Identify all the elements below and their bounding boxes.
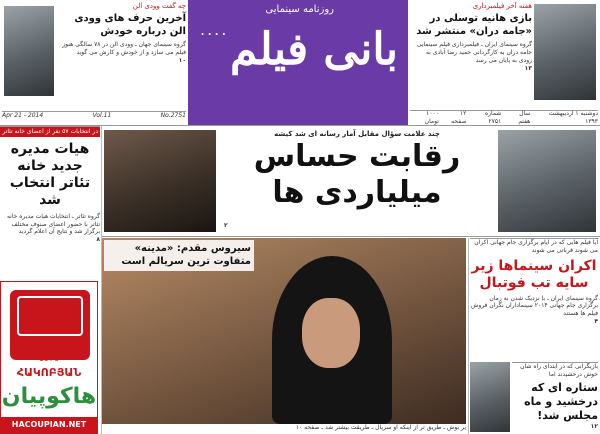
dateline-price: ۱۰۰۰ تومان — [424, 109, 439, 125]
bottom-right-page: ۱۲ — [590, 422, 598, 430]
dateline-issue: شماره ۲۷۵۱ — [484, 109, 502, 125]
dateline-number: No.2751 — [160, 112, 186, 119]
lead-story-page: ۲ — [224, 222, 228, 229]
feature-face — [302, 298, 360, 368]
lead-story-headline-line2: میلیاردی ها — [272, 175, 442, 211]
dateline-latin-date: Apr 21 - 2014 — [2, 112, 44, 119]
right-story-headline: اکران سینماها زیر سایه تب فوتبال — [471, 257, 597, 291]
masthead — [188, 0, 408, 125]
story-top-left — [58, 2, 186, 108]
story-top-right-headline: بازی هانیه توسلی در «جامه دران» منتشر شد — [416, 13, 532, 37]
feature-title — [104, 240, 254, 271]
lead-story-headline-line1: رقابت حساس — [253, 139, 461, 175]
feature-kicker: سیروس مقدم: «مدینه» — [134, 243, 251, 254]
woody-allen-photo — [4, 6, 54, 96]
lead-story — [218, 130, 496, 234]
story-top-left-kicker: چه گفت وودی الن — [132, 2, 186, 10]
hacoupian-ad[interactable] — [0, 281, 98, 434]
dateline-persian — [410, 110, 598, 124]
bottom-right-story — [512, 362, 598, 434]
bottom-right-headline: ستاره ای که درخشید و ماه مجلس شد! — [524, 380, 598, 422]
bottom-right-kicker: بازیگرانی که در ابتدای راه شان خوش درخشیدند اما — [520, 363, 598, 378]
hanieh-tavasoli-photo — [534, 4, 596, 100]
left-column-body: گروه تئاتر ـ انتخابات هیات مدیره خانه تئاتر با حضور اعضای صنوف مختلف برگزار شد و نتایج آن اعلام گردید — [6, 212, 100, 236]
bottom-right-photo — [470, 362, 510, 432]
right-story — [470, 238, 598, 360]
dateline-pages: ۱۲ صفحه — [451, 109, 467, 125]
story-top-right-body: گروه سینمای ایران ـ فیلمبرداری فیلم سینمایی جامه دران به کارگردانی حمید رضا آبادی به زودی به پایان می رسد — [416, 41, 532, 65]
right-story-kicker: آیا فیلم هایی که در ایام برگزاری جام جهانی اکران می شوند قربانی می شوند — [474, 239, 598, 254]
masthead-rule — [0, 125, 600, 126]
hacoupian-armenian: ՀԱԿՈԲՅԱՆ — [16, 366, 82, 379]
lead-right-portrait — [498, 130, 596, 232]
lead-story-kicker: چند علامت سؤال مقابل آمار رسانه ای شد کیشه — [274, 130, 440, 138]
right-story-body: گروه سینمای ایران ـ با نزدیک شدن به زمان برگزاری جام جهانی ۲۰۱۴ سینماداران نگران فروش فیلم ها هستند — [471, 294, 598, 318]
feature-caption: بر بوش ـ طریق تر از اینکه او سریال ـ طریقت بیشتر شد ـ صفحه ۱۰ — [295, 424, 466, 431]
hacoupian-logo-frame — [17, 296, 83, 336]
hacoupian-persian: هاکوپیان — [1, 384, 97, 409]
masthead-dots: .... — [200, 20, 229, 39]
lead-left-portrait — [104, 130, 216, 232]
dateline-latin — [2, 111, 186, 123]
left-column-divider — [101, 126, 102, 434]
story-top-right — [412, 2, 532, 108]
left-column-page: ۸ — [96, 236, 100, 244]
masthead-tagline: روزنامه سینمایی — [265, 4, 334, 15]
right-column-divider — [468, 238, 469, 434]
feature-headline: متفاوت ترین سریالم است — [121, 255, 251, 267]
right-story-page: ۴ — [594, 317, 598, 325]
masthead-logo: بانی فیلم — [229, 24, 398, 75]
dateline-year: سال هفتم — [518, 109, 531, 125]
story-top-left-body: گروه سینمای جهان ـ وودی الن در ۷۸ سالگی هنوز فیلم می سازد و از خودش و کارش می گوید — [62, 41, 186, 57]
story-top-right-page: ۱۳ — [524, 64, 532, 72]
left-column-kicker: در انتخابات ۵۷ نفر از اعضای خانه تئاتر — [0, 127, 100, 137]
dateline-date: دوشنبه ۱ اردیبهشت ۱۳۹۳ — [548, 109, 598, 125]
story-top-left-page: ۱۰ — [178, 57, 186, 65]
dateline-volume: Vol.11 — [92, 112, 112, 119]
hacoupian-url[interactable]: HACOUPIAN.NET — [1, 417, 97, 433]
lead-rule — [102, 236, 600, 237]
story-top-right-kicker: هفته آخر فیلمبرداری — [472, 2, 532, 10]
left-column-headline: هیات مدیره جدید خانه تئاتر انتخاب شد — [9, 140, 91, 208]
story-top-left-headline: آخرین حرف های وودی الن درباره خودش — [74, 13, 186, 37]
left-column-story — [0, 126, 100, 278]
hacoupian-year: 1970 — [38, 354, 60, 363]
